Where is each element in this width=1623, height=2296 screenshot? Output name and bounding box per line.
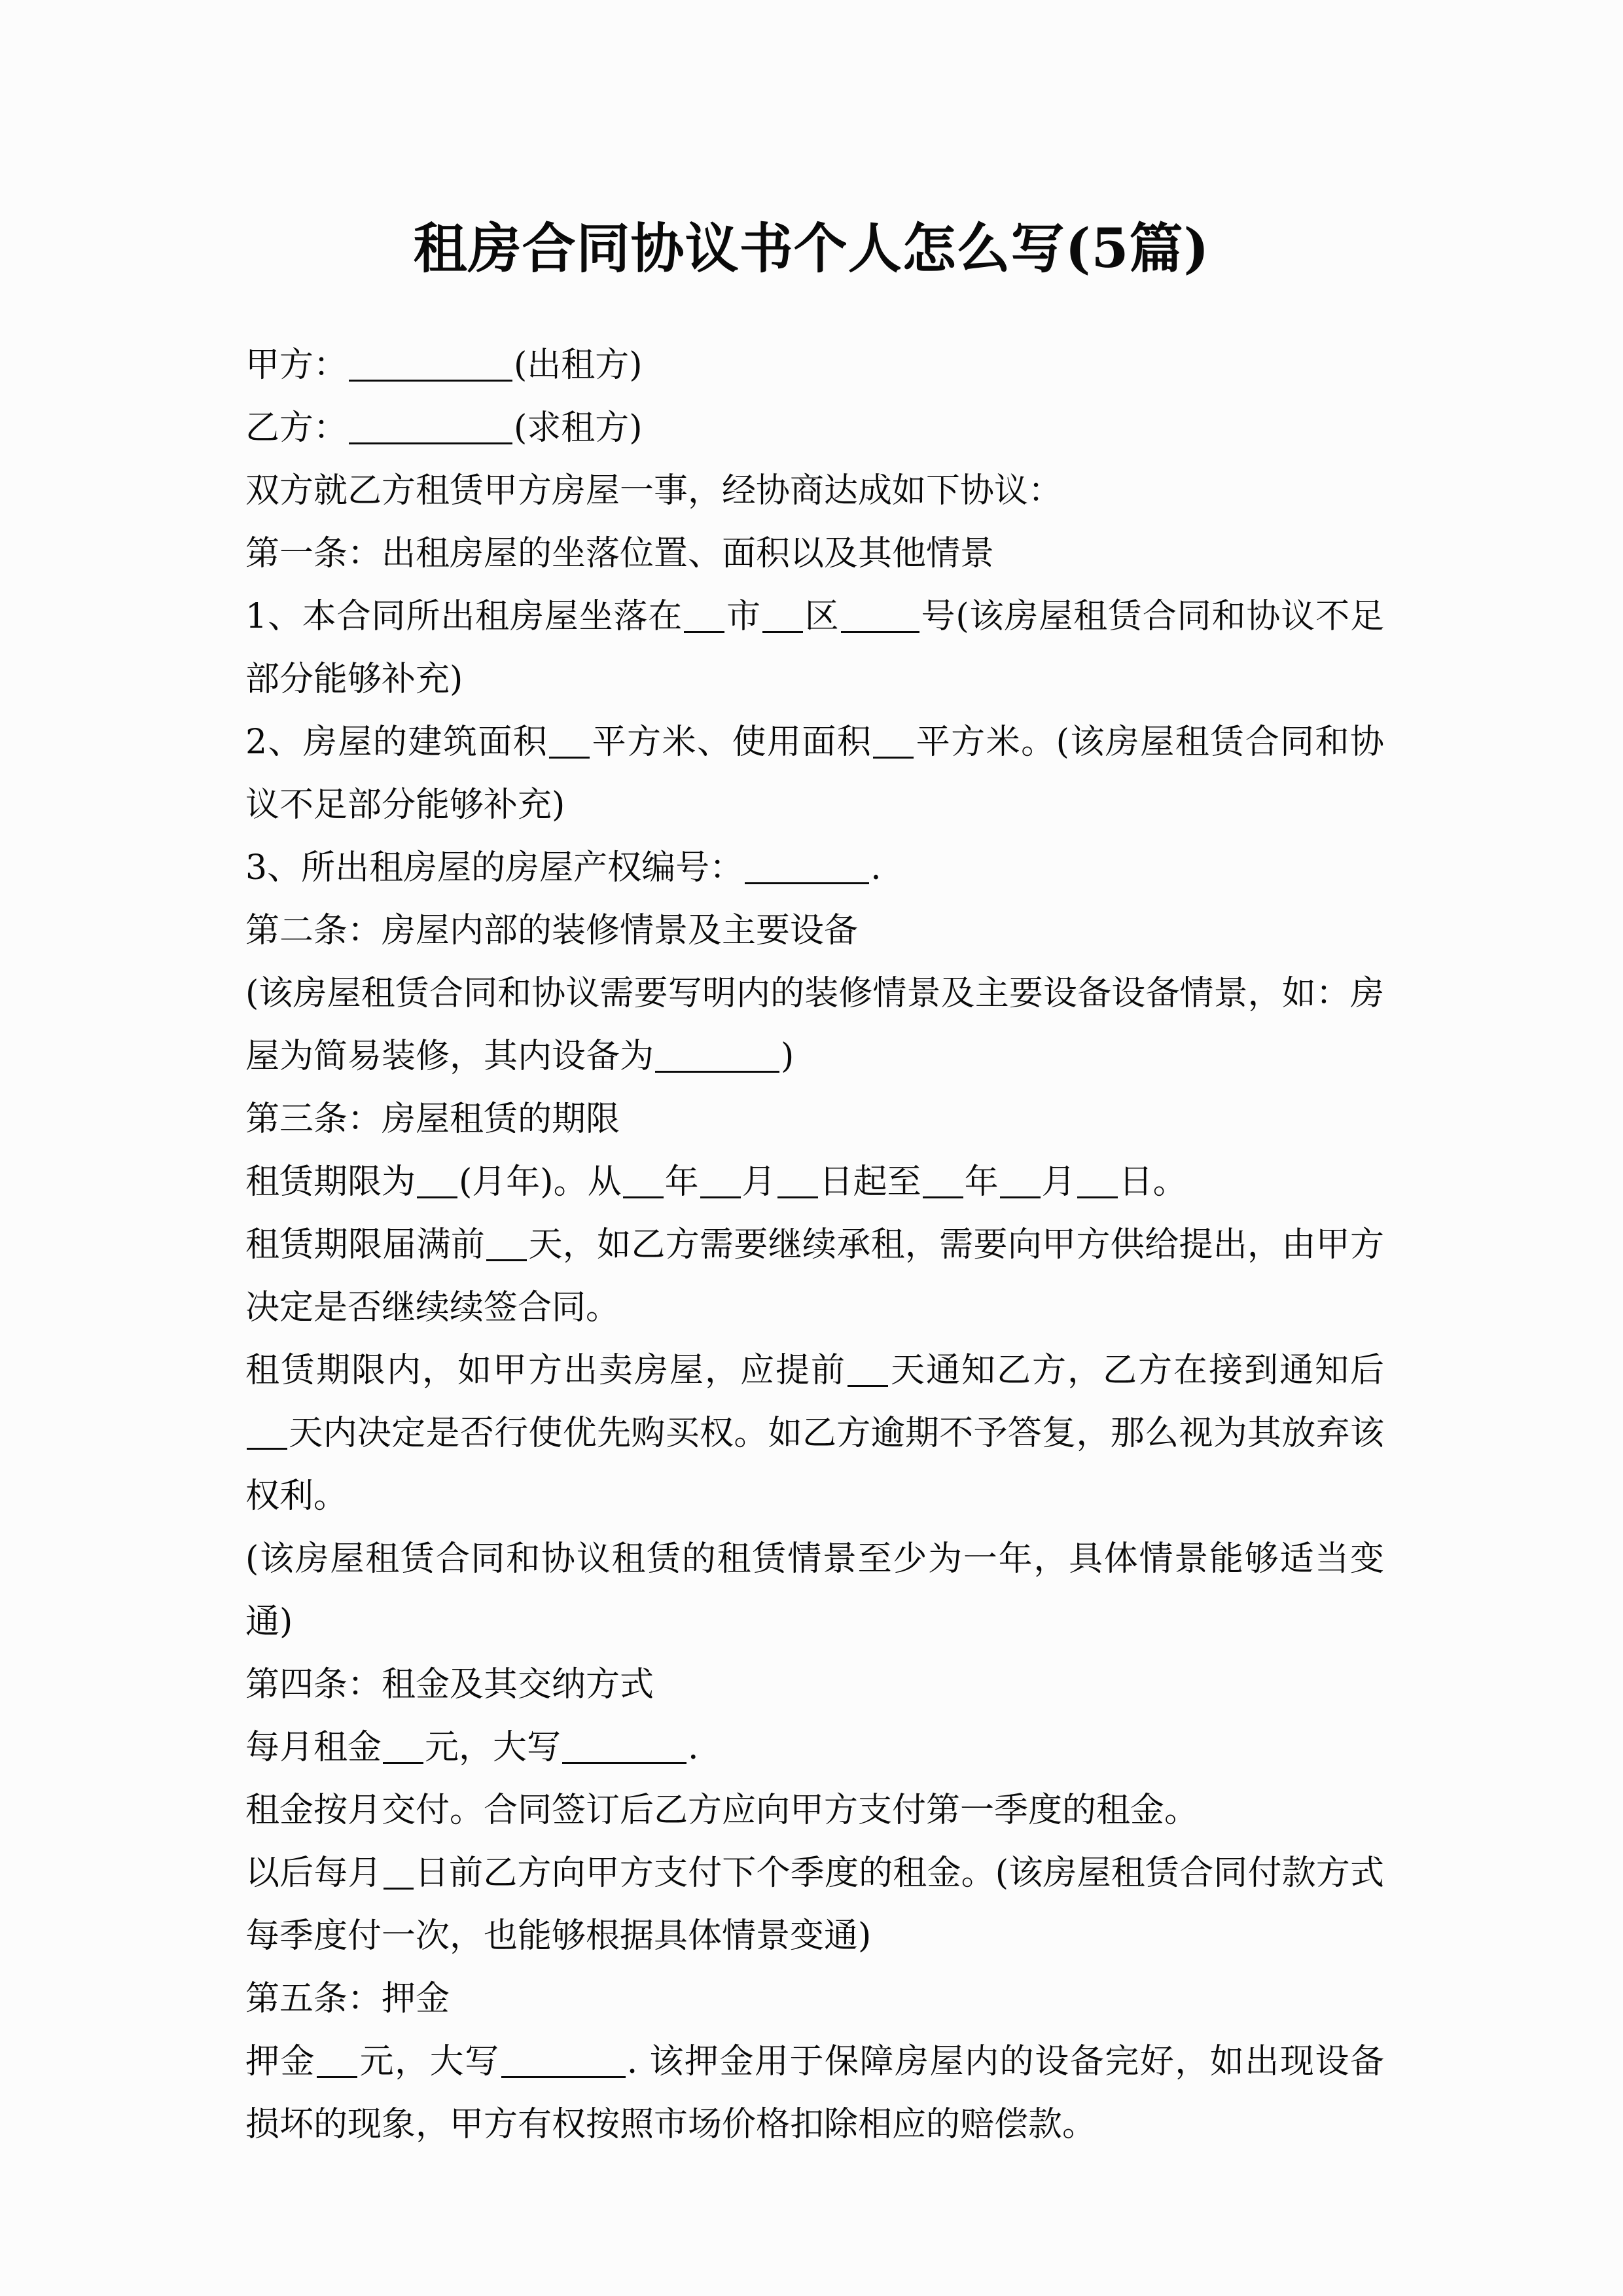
- paragraph-text: 年: [664, 1162, 699, 1202]
- paragraph-article-4-monthly: [245, 1779, 1384, 1842]
- fill-in-blank[interactable]: [700, 1166, 741, 1198]
- fill-in-blank[interactable]: [623, 1166, 664, 1198]
- paragraph-text: 双方就乙方租赁甲方房屋一事，经协商达成如下协议：: [245, 471, 1063, 511]
- paragraph-article-3-sale: [245, 1339, 1384, 1528]
- paragraph-article-3-renewal: [245, 1213, 1384, 1339]
- paragraph-text: 日起至: [819, 1162, 921, 1202]
- paragraph-text: 年: [964, 1162, 999, 1202]
- paragraph-text: 3、所出租房屋的房屋产权编号：: [245, 848, 744, 888]
- paragraph-text: 天，如乙方需要继续承租，需要向甲方供给提出，由甲方决定是否继续续签合同。: [245, 1225, 1384, 1327]
- fill-in-blank[interactable]: [841, 601, 919, 633]
- fill-in-blank[interactable]: [549, 726, 590, 759]
- paragraph-text: .: [688, 1728, 699, 1767]
- paragraph-text: 第五条：押金: [245, 1979, 450, 2018]
- paragraph-text: 租赁期限为: [245, 1162, 416, 1202]
- fill-in-blank[interactable]: [847, 1355, 888, 1387]
- paragraph-text: 租金按月交付。合同签订后乙方应向甲方支付第一季度的租金。: [245, 1791, 1199, 1830]
- paragraph-text: 元，大写: [359, 2042, 500, 2081]
- paragraph-text: 以后每月: [245, 1854, 382, 1893]
- fill-in-blank[interactable]: [655, 1041, 779, 1073]
- paragraph-text: 第二条：房屋内部的装修情景及主要设备: [245, 911, 859, 950]
- fill-in-blank[interactable]: [383, 1732, 423, 1764]
- fill-in-blank[interactable]: [562, 1732, 687, 1764]
- paragraph-article-1-item-3: [245, 836, 1384, 899]
- paragraph-article-3-note: [245, 1528, 1384, 1653]
- paragraph-text: 日。: [1118, 1162, 1187, 1202]
- paragraph-party-a: [245, 334, 1384, 397]
- paragraph-article-1-item-2: [245, 711, 1384, 836]
- paragraph-text: 甲方：: [245, 346, 348, 385]
- fill-in-blank[interactable]: [777, 1166, 818, 1198]
- paragraph-text: 每月租金: [245, 1728, 382, 1767]
- fill-in-blank[interactable]: [762, 601, 803, 633]
- paragraph-article-3-heading: [245, 1088, 1384, 1151]
- paragraph-text: 元，大写: [425, 1728, 562, 1767]
- paragraph-text: 2、房屋的建筑面积: [245, 723, 548, 762]
- fill-in-blank[interactable]: [383, 1857, 414, 1890]
- paragraph-text: 1、本合同所出租房屋坐落在: [245, 597, 683, 636]
- paragraph-article-1-item-1: [245, 585, 1384, 711]
- paragraph-article-4-rent: [245, 1716, 1384, 1779]
- paragraph-article-2-heading: [245, 899, 1384, 962]
- paragraph-text: 第一条：出租房屋的坐落位置、面积以及其他情景: [245, 534, 995, 573]
- paragraph-text: (该房屋租赁合同和协议需要写明内的装修情景及主要设备设备情景，如：房屋为简易装修，其内设备为: [245, 974, 1384, 1076]
- paragraph-text: 平方米、使用面积: [591, 723, 872, 762]
- paragraph-text: 租赁期限届满前: [245, 1225, 486, 1265]
- paragraph-text: . 该押金用于保障房屋内的设备完好，如出现设备损坏的现象，甲方有权按照市场价格扣除相应的赔偿款。: [245, 2042, 1384, 2144]
- fill-in-blank[interactable]: [349, 412, 512, 444]
- fill-in-blank[interactable]: [923, 1166, 963, 1198]
- paragraph-text: 天内决定是否行使优先购买权。如乙方逾期不予答复，那么视为其放弃该权利。: [245, 1414, 1384, 1516]
- paragraph-article-5-deposit: [245, 2030, 1384, 2156]
- paragraph-article-4-quarterly: [245, 1842, 1384, 1967]
- paragraph-text: (月年)。从: [459, 1162, 622, 1202]
- paragraph-article-4-heading: [245, 1653, 1384, 1716]
- paragraph-article-5-heading: [245, 1967, 1384, 2030]
- paragraph-text: 押金: [245, 2042, 316, 2081]
- fill-in-blank[interactable]: [1000, 1166, 1041, 1198]
- paragraph-text: 天通知乙方，乙方在接到通知后: [889, 1351, 1384, 1390]
- paragraph-party-b: [245, 397, 1384, 459]
- fill-in-blank[interactable]: [873, 726, 914, 759]
- paragraph-text: 乙方：: [245, 408, 348, 448]
- page-title: 租房合同协议书个人怎么写(5篇): [413, 217, 1210, 280]
- paragraph-text: 日前乙方向甲方支付下个季度的租金。(该房屋租赁合同付款方式每季度付一次，也能够根据具体情景变通): [245, 1854, 1384, 1956]
- fill-in-blank[interactable]: [247, 1418, 287, 1450]
- paragraph-text: 月: [1041, 1162, 1076, 1202]
- paragraph-text: ): [781, 1037, 794, 1076]
- paragraph-text: 第四条：租金及其交纳方式: [245, 1665, 654, 1704]
- paragraph-text: 号(该房屋租赁合同和协议不足部分能够补充): [245, 597, 1384, 699]
- paragraph-preamble: [245, 459, 1384, 522]
- paragraph-text: 区: [804, 597, 840, 636]
- paragraph-text: 第三条：房屋租赁的期限: [245, 1100, 620, 1139]
- paragraph-text: 市: [726, 597, 761, 636]
- paragraph-text: (出租方): [514, 346, 643, 385]
- paragraph-text: .: [870, 848, 882, 888]
- document-body: [245, 334, 1384, 2156]
- fill-in-blank[interactable]: [317, 2046, 357, 2078]
- paragraph-article-1-heading: [245, 522, 1384, 585]
- paragraph-article-3-term: [245, 1151, 1384, 1213]
- paragraph-text: (该房屋租赁合同和协议租赁的租赁情景至少为一年，具体情景能够适当变通): [245, 1539, 1384, 1641]
- paragraph-text: (求租方): [514, 408, 643, 448]
- paragraph-text: 平方米。(该房屋租赁合同和协议不足部分能够补充): [245, 723, 1384, 825]
- fill-in-blank[interactable]: [417, 1166, 457, 1198]
- fill-in-blank[interactable]: [1077, 1166, 1118, 1198]
- fill-in-blank[interactable]: [349, 350, 512, 382]
- fill-in-blank[interactable]: [745, 852, 869, 884]
- fill-in-blank[interactable]: [486, 1229, 527, 1261]
- paragraph-text: 月: [741, 1162, 776, 1202]
- paragraph-text: 租赁期限内，如甲方出卖房屋，应提前: [245, 1351, 846, 1390]
- paragraph-article-2-note: [245, 962, 1384, 1088]
- fill-in-blank[interactable]: [684, 601, 724, 633]
- fill-in-blank[interactable]: [501, 2046, 626, 2078]
